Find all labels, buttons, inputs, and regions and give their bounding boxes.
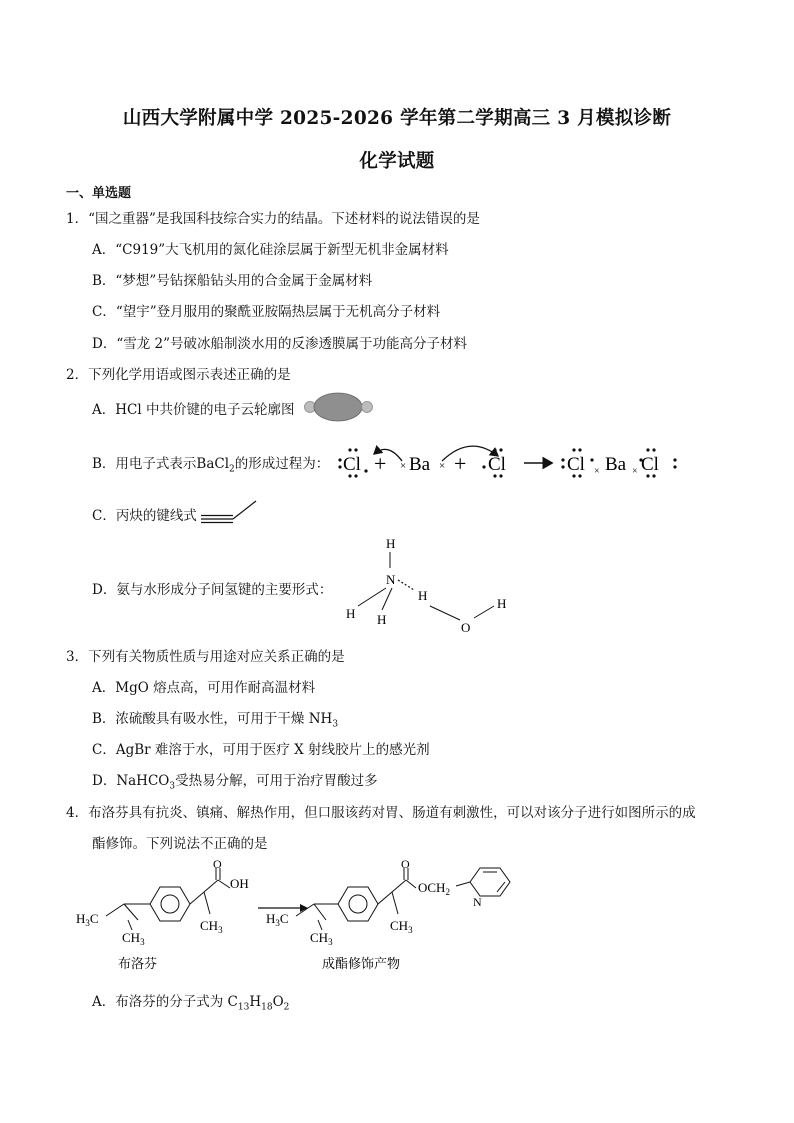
electron-cloud-figure	[300, 389, 380, 425]
svg-text:H3C: $H_3C$	[76, 911, 99, 928]
electron-formula-figure	[330, 436, 690, 486]
svg-text:+: +	[454, 451, 467, 476]
svg-text:O: O	[401, 860, 410, 871]
svg-text:OCH2: $OCH_2$	[418, 880, 450, 897]
svg-text:CH3: $CH_3$	[122, 930, 145, 947]
question-1-option-d: D．“雪龙 2”号破冰船制淡水用的反渗透膜属于功能高分子材料	[92, 336, 468, 352]
ibuprofen-esterification-figure	[60, 860, 700, 970]
svg-text:Cl: Cl	[488, 454, 506, 475]
question-3-stem: 3．下列有关物质性质与用途对应关系正确的是	[66, 649, 345, 665]
question-1-option-a: A．“C919”大飞机用的氮化硅涂层属于新型无机非金属材料	[92, 242, 449, 258]
svg-text:OH: OH	[230, 876, 249, 891]
svg-text:CH3: $CH_3$	[310, 930, 333, 947]
svg-text:×: ×	[632, 466, 638, 477]
svg-text:+: +	[374, 451, 387, 476]
question-2-option-a: A．HCl 中共价键的电子云轮廓图	[92, 402, 295, 418]
question-2-option-d: D．氨与水形成分子间氢键的主要形式：	[92, 582, 333, 598]
svg-text:×: ×	[594, 466, 600, 477]
svg-text:N: N	[386, 572, 396, 587]
propyne-skeletal-figure	[198, 496, 262, 526]
svg-text:O: O	[213, 860, 222, 871]
question-3-option-d: D．NaHCO$_3$受热易分解，可用于治疗胃酸过多	[92, 773, 378, 792]
svg-text:N: N	[473, 895, 482, 909]
question-2-stem: 2．下列化学用语或图示表述正确的是	[66, 367, 291, 383]
page-subtitle: 化学试题	[359, 151, 435, 172]
question-3-option-b: B．浓硫酸具有吸水性，可用于干燥 $NH_3$	[92, 711, 339, 730]
question-2-option-c: C．丙炔的键线式	[92, 508, 197, 524]
svg-text:Ba: Ba	[605, 454, 627, 475]
svg-text:Cl: Cl	[641, 454, 659, 475]
question-3-option-a: A．MgO 熔点高，可用作耐高温材料	[92, 680, 316, 696]
svg-text:H: H	[386, 536, 396, 551]
svg-text:Ba: Ba	[409, 454, 431, 475]
svg-text:×: ×	[439, 460, 446, 472]
question-1-option-c: C．“望宇”登月服用的聚酰亚胺隔热层属于无机高分子材料	[92, 304, 441, 320]
svg-text:×: ×	[400, 460, 407, 472]
question-3-option-c: C．AgBr 难溶于水，可用于医疗 X 射线胶片上的感光剂	[92, 742, 430, 758]
svg-text:H: H	[346, 606, 356, 621]
section-heading: 一、单选题	[66, 186, 132, 201]
svg-text:CH3: $CH_3$	[390, 918, 413, 935]
svg-text:Cl: Cl	[567, 454, 585, 475]
svg-text:成酯修饰产物: 成酯修饰产物	[322, 956, 401, 970]
page-title: 山西大学附属中学 2025-2026 学年第二学期高三 3 月模拟诊断	[122, 108, 672, 129]
svg-text:H: H	[377, 612, 387, 627]
svg-text:Cl: Cl	[343, 454, 361, 475]
svg-text:CH3: $CH_3$	[200, 918, 223, 935]
question-4-option-a: A．布洛芬的分子式为 $C_{13}H_{18}O_2$	[92, 994, 290, 1013]
question-1-option-b: B．“梦想”号钻探船钻头用的合金属于金属材料	[92, 273, 373, 289]
svg-text:布洛芬: 布洛芬	[118, 956, 158, 970]
hydrogen-bond-figure	[338, 530, 528, 640]
svg-text:H: H	[497, 596, 507, 611]
question-1-stem: 1．“国之重器”是我国科技综合实力的结晶。下述材料的说法错误的是	[66, 211, 480, 227]
svg-text:H: H	[418, 588, 428, 603]
question-4-stem-line1: 4．布洛芬具有抗炎、镇痛、解热作用，但口服该药对胃、肠道有刺激性，可以对该分子进行如图所示的成	[66, 805, 696, 821]
question-2-option-b: B．用电子式表示BaCl$_2$的形成过程为：	[92, 456, 330, 475]
svg-text:H3C: $H_3C$	[266, 911, 289, 928]
svg-text:O: O	[461, 620, 471, 635]
question-4-stem-line2: 酯修饰。下列说法不正确的是	[92, 836, 268, 852]
